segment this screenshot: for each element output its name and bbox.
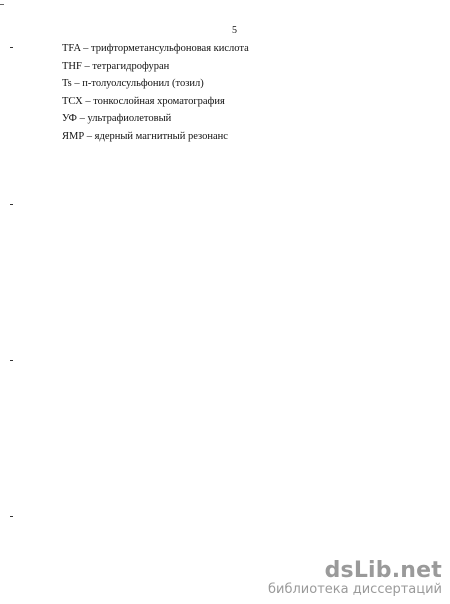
- watermark-logo: dsLib.net: [324, 558, 442, 583]
- abbreviation-list: [62, 40, 249, 146]
- abbreviation-ts: Ts – п-толуолсульфонил (тозил): [62, 78, 204, 90]
- margin-mark: [10, 360, 13, 361]
- watermark-subtitle: библиотека диссертаций: [268, 582, 442, 597]
- margin-mark: [10, 47, 13, 48]
- abbreviation-thf: THF – тетрагидрофуран: [62, 60, 170, 72]
- watermark: [268, 560, 442, 598]
- abbreviation-nmr: ЯМР – ядерный магнитный резонанс: [62, 130, 228, 142]
- abbreviation-tlc: ТСХ – тонкослойная хроматография: [62, 95, 225, 107]
- abbreviation-uv: УФ – ультрафиолетовый: [62, 113, 172, 125]
- margin-mark: [10, 516, 13, 517]
- corner-tick-mark: [0, 4, 4, 5]
- margin-mark: [10, 204, 13, 205]
- abbreviation-tfa: TFA – трифторметансульфоновая кислота: [62, 43, 249, 54]
- page-number: 5: [232, 25, 237, 36]
